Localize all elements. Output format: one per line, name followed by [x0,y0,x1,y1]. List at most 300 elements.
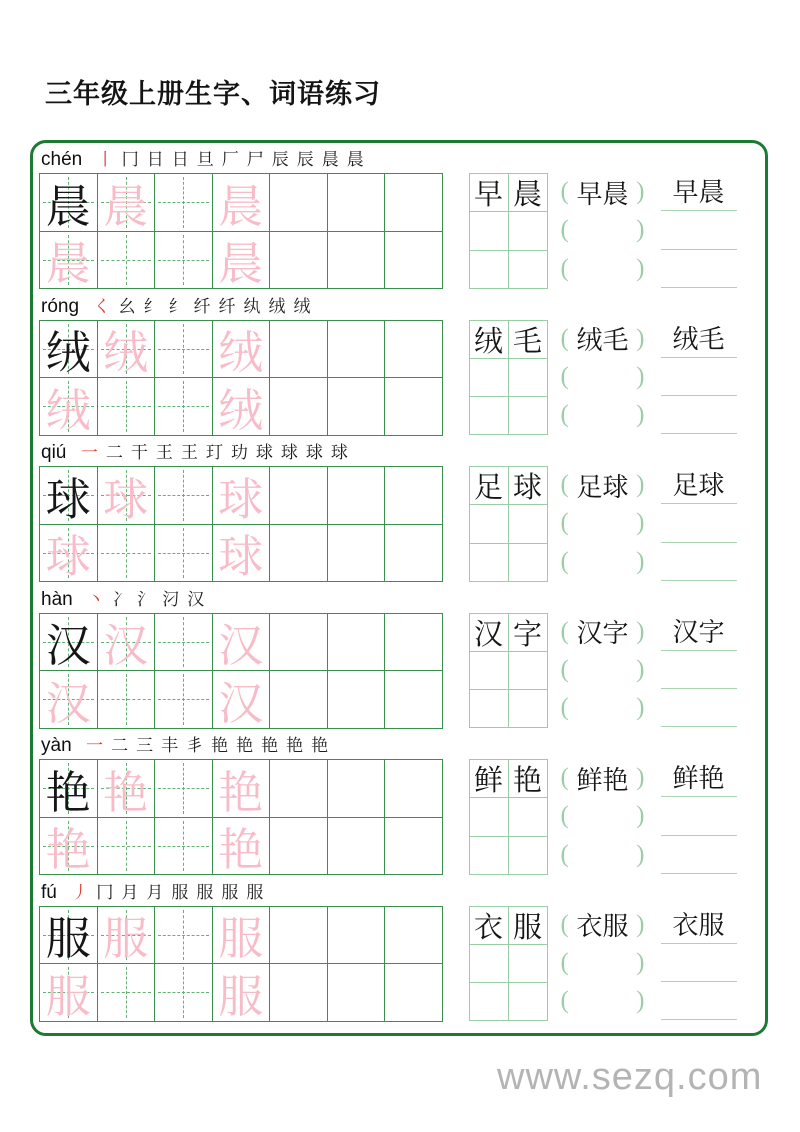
practice-cell [270,232,328,290]
paren-row [561,173,645,211]
practice-cell [385,907,443,965]
practice-cell [155,467,213,525]
stroke-order-strip [96,149,364,171]
practice-character: 汉 [45,678,91,729]
underline-row [661,836,737,874]
stroke-step: 幺 [118,296,136,316]
pinyin-label: qiú [41,442,67,463]
open-paren: ( [560,617,569,645]
open-paren: ( [560,948,569,976]
word-grid-cell [470,397,509,435]
close-paren: ) [636,764,645,792]
paren-word: 足球 [576,472,629,502]
stroke-step: 球 [280,443,298,462]
stroke-step: 二 [111,736,129,755]
practice-character: 服 [218,971,264,1022]
close-paren: ) [636,840,645,868]
open-paren: ( [560,471,569,499]
open-paren: ( [560,802,569,830]
practice-cell [270,525,328,583]
word-grid-cell [509,174,548,212]
practice-cell [98,525,156,583]
stroke-step: 冂 [96,882,114,902]
word-grid-cell [470,945,509,983]
word-grid-cell [470,174,509,212]
pinyin-label: fú [41,881,57,903]
open-paren: ( [560,216,569,244]
paren-column [561,906,645,1021]
practice-cell [213,614,271,672]
pinyin-label: róng [41,295,80,317]
stroke-step: 纟 [168,296,186,316]
open-paren: ( [560,178,569,206]
practice-cell [328,760,386,818]
word-grid-character: 服 [512,911,542,944]
practice-cell [155,525,213,583]
practice-cell [155,671,213,729]
character-practice-block [39,147,765,294]
stroke-step: 球 [255,443,273,462]
practice-character: 艳 [103,767,149,818]
stroke-step: 一 [80,443,98,462]
practice-cell [328,525,386,583]
paren-row [561,211,645,249]
underline-column [661,320,737,435]
word-grid-cell [509,945,548,983]
stroke-step: 王 [180,443,198,462]
word-grid-cell [470,467,509,505]
pinyin-label: hàn [41,588,73,610]
practice-character: 晨 [103,181,149,232]
word-grid-cell [470,614,509,652]
practice-character: 艳 [218,767,264,818]
paren-row [561,250,645,288]
word-grid-character: 字 [512,618,542,651]
page-title: 三年级上册生字、词语练习 [45,79,381,109]
practice-cell [328,614,386,672]
practice-cell [40,174,98,232]
word-grid-cell [509,760,548,798]
stroke-step: 辰 [296,150,314,169]
practice-cell [155,232,213,290]
practice-cell [155,907,213,965]
paren-row [561,797,645,835]
open-paren: ( [560,401,569,429]
word-grid-cell [509,251,548,289]
open-paren: ( [560,987,569,1015]
practice-cell [385,525,443,583]
stroke-step: 晨 [346,150,364,169]
underline-word: 衣服 [672,910,725,940]
open-paren: ( [560,254,569,282]
stroke-step: 艳 [211,736,229,755]
practice-cell [213,378,271,436]
watermark: www.sezq.com [497,1056,763,1098]
practice-cell [155,614,213,672]
word-grid-cell [470,837,509,875]
practice-cell [40,760,98,818]
word-grid-cell [509,837,548,875]
practice-cell [155,818,213,876]
word-grid [469,613,548,729]
practice-character: 艳 [45,767,91,818]
practice-character: 服 [103,914,149,965]
open-paren: ( [560,324,569,352]
close-paren: ) [636,509,645,537]
practice-cell [328,467,386,525]
paren-row [561,759,645,797]
practice-cell [155,321,213,379]
paren-row [561,504,645,542]
practice-character: 晨 [218,239,264,290]
stroke-step: 三 [136,736,154,755]
word-grid-cell [470,212,509,250]
paren-row [561,613,645,651]
practice-cell [328,321,386,379]
practice-sheet [30,140,768,1036]
practice-cell [40,614,98,672]
word-grid [469,466,548,582]
practice-character: 艳 [45,825,91,876]
practice-character: 艳 [218,825,264,876]
underline-row [661,320,737,358]
underline-row [661,797,737,835]
paren-row [561,982,645,1020]
stroke-step: 艳 [311,736,329,755]
underline-column [661,613,737,728]
stroke-step: 服 [171,882,189,902]
practice-cell [270,378,328,436]
stroke-step: く [93,296,111,316]
word-grid-cell [509,467,548,505]
practice-character: 晨 [45,239,91,290]
practice-cell [98,614,156,672]
practice-character: 服 [45,914,91,965]
word-grid-cell [509,907,548,945]
practice-cell [385,232,443,290]
word-grid-cell [509,505,548,543]
practice-cell [40,232,98,290]
practice-cell [328,232,386,290]
word-grid [469,173,548,289]
practice-cell [155,760,213,818]
practice-grid [39,613,443,729]
practice-character: 汉 [45,621,91,672]
stroke-step: 二 [105,443,123,462]
word-grid-character: 艳 [512,765,542,798]
character-practice-block [39,294,765,441]
paren-word: 早晨 [576,179,629,209]
stroke-step: 日 [146,150,164,169]
block-body [39,466,765,582]
word-grid-character: 衣 [473,911,503,944]
stroke-step: 纤 [218,296,236,316]
practice-cell [385,760,443,818]
stroke-step: 丰 [161,736,179,755]
practice-character: 汉 [103,621,149,672]
paren-row [561,358,645,396]
stroke-step: 艳 [286,736,304,755]
paren-column [561,466,645,581]
block-body [39,759,765,875]
practice-cell [385,174,443,232]
paren-column [561,613,645,728]
practice-cell [98,467,156,525]
practice-character: 球 [45,474,91,525]
practice-cell [328,907,386,965]
word-grid-cell [509,798,548,836]
practice-cell [98,174,156,232]
word-grid-cell [470,505,509,543]
close-paren: ) [636,910,645,938]
stroke-step: 玎 [205,443,223,462]
close-paren: ) [636,655,645,683]
practice-cell [98,232,156,290]
paren-column [561,320,645,435]
word-grid-cell [509,544,548,582]
word-grid-cell [470,652,509,690]
practice-character: 绒 [45,328,91,379]
stroke-step: 汉 [187,589,205,609]
practice-character: 服 [45,971,91,1022]
close-paren: ) [636,254,645,282]
practice-cell [40,964,98,1022]
underline-word: 足球 [672,471,725,501]
open-paren: ( [560,655,569,683]
paren-row [561,944,645,982]
stroke-step: 干 [130,443,148,462]
stroke-step: 一 [86,736,104,755]
stroke-step: 氵 [137,589,155,609]
stroke-order-strip [71,882,264,904]
practice-cell [155,378,213,436]
underline-row [661,173,737,211]
practice-cell [328,378,386,436]
word-grid-cell [509,212,548,250]
stroke-step: 尸 [246,150,264,169]
practice-grid [39,759,443,875]
word-grid-character: 汉 [473,618,503,651]
practice-cell [40,378,98,436]
practice-cell [98,378,156,436]
close-paren: ) [636,802,645,830]
stroke-step: 丶 [87,589,105,609]
word-grid-cell [509,321,548,359]
practice-character: 球 [218,532,264,583]
underline-row [661,358,737,396]
paren-word: 绒毛 [576,326,629,356]
close-paren: ) [636,324,645,352]
practice-cell [270,818,328,876]
practice-cell [270,174,328,232]
practice-grid [39,466,443,582]
underline-word: 鲜艳 [672,764,725,794]
word-grid-cell [470,907,509,945]
stroke-step: 月 [121,882,139,902]
word-grid-cell [470,321,509,359]
underline-row [661,982,737,1020]
close-paren: ) [636,987,645,1015]
word-grid-cell [509,359,548,397]
close-paren: ) [636,178,645,206]
stroke-step: 服 [246,882,264,902]
word-grid-cell [509,397,548,435]
practice-character: 汉 [218,678,264,729]
practice-cell [213,232,271,290]
stroke-step: 玏 [230,443,248,462]
practice-cell [385,614,443,672]
character-practice-block [39,733,765,880]
practice-cell [328,174,386,232]
practice-character: 绒 [45,385,91,436]
stroke-order-strip [86,735,329,757]
stroke-step: 丿 [71,882,89,902]
practice-cell [155,964,213,1022]
practice-character: 球 [218,474,264,525]
paren-row [561,320,645,358]
stroke-step: 服 [221,882,239,902]
open-paren: ( [560,840,569,868]
practice-cell [213,525,271,583]
practice-grid [39,906,443,1022]
word-grid [469,906,548,1022]
stroke-step: 纟 [143,296,161,316]
close-paren: ) [636,948,645,976]
underline-word: 绒毛 [672,324,725,354]
practice-cell [385,671,443,729]
block-body [39,173,765,289]
practice-cell [270,321,328,379]
pinyin-label: chén [41,149,83,170]
word-grid-cell [509,614,548,652]
stroke-order-strip [80,442,348,464]
practice-cell [98,964,156,1022]
practice-cell [328,964,386,1022]
open-paren: ( [560,764,569,792]
practice-cell [213,174,271,232]
practice-cell [213,818,271,876]
stroke-step: 旦 [196,150,214,169]
practice-character: 球 [45,532,91,583]
underline-row [661,689,737,727]
practice-cell [40,467,98,525]
practice-cell [213,321,271,379]
practice-character: 汉 [218,621,264,672]
practice-character: 球 [103,474,149,525]
stroke-step: 日 [171,150,189,169]
stroke-step: 纤 [193,296,211,316]
word-grid-cell [509,983,548,1021]
stroke-step: 晨 [321,150,339,169]
stroke-step: 服 [196,882,214,902]
word-grid-character: 毛 [512,325,542,358]
practice-cell [270,907,328,965]
practice-grid [39,320,443,436]
practice-cell [40,907,98,965]
practice-cell [213,964,271,1022]
practice-cell [270,614,328,672]
practice-character: 绒 [103,328,149,379]
practice-cell [40,818,98,876]
paren-row [561,906,645,944]
practice-cell [213,907,271,965]
close-paren: ) [636,471,645,499]
paren-row [561,543,645,581]
stroke-step: 艳 [261,736,279,755]
practice-cell [98,818,156,876]
underline-row [661,543,737,581]
underline-word: 汉字 [672,617,725,647]
practice-character: 绒 [218,328,264,379]
underline-row [661,613,737,651]
word-grid [469,320,548,436]
word-grid-character: 晨 [512,179,542,212]
paren-column [561,759,645,874]
practice-cell [40,321,98,379]
paren-row [561,651,645,689]
word-grid-cell [470,544,509,582]
practice-cell [270,760,328,818]
paren-row [561,689,645,727]
underline-row [661,651,737,689]
stroke-step: 冂 [121,150,139,169]
character-practice-block [39,880,765,1027]
practice-cell [270,467,328,525]
practice-cell [213,671,271,729]
stroke-step: 丯 [186,736,204,755]
paren-row [561,466,645,504]
practice-cell [270,964,328,1022]
open-paren: ( [560,362,569,390]
pinyin-label: yàn [41,735,72,756]
practice-cell [40,671,98,729]
word-grid-character: 球 [512,472,542,505]
stroke-step: 冫 [112,589,130,609]
stroke-step: 厂 [221,150,239,169]
close-paren: ) [636,547,645,575]
word-grid-cell [470,760,509,798]
word-grid-character: 绒 [473,325,503,358]
word-grid [469,759,548,875]
practice-cell [98,321,156,379]
practice-character: 晨 [218,181,264,232]
close-paren: ) [636,617,645,645]
underline-row [661,504,737,542]
underline-row [661,396,737,434]
underline-row [661,211,737,249]
paren-column [561,173,645,288]
paren-word: 衣服 [576,912,629,942]
stroke-step: 球 [330,443,348,462]
stroke-step: 月 [146,882,164,902]
underline-row [661,906,737,944]
word-grid-character: 鲜 [473,765,503,798]
practice-cell [155,174,213,232]
block-body [39,320,765,436]
practice-cell [328,818,386,876]
open-paren: ( [560,509,569,537]
practice-cell [270,671,328,729]
practice-character: 晨 [45,181,91,232]
practice-cell [385,818,443,876]
word-grid-cell [470,798,509,836]
character-practice-block [39,440,765,587]
practice-cell [385,378,443,436]
close-paren: ) [636,694,645,722]
practice-cell [328,671,386,729]
practice-cell [385,321,443,379]
underline-column [661,466,737,581]
